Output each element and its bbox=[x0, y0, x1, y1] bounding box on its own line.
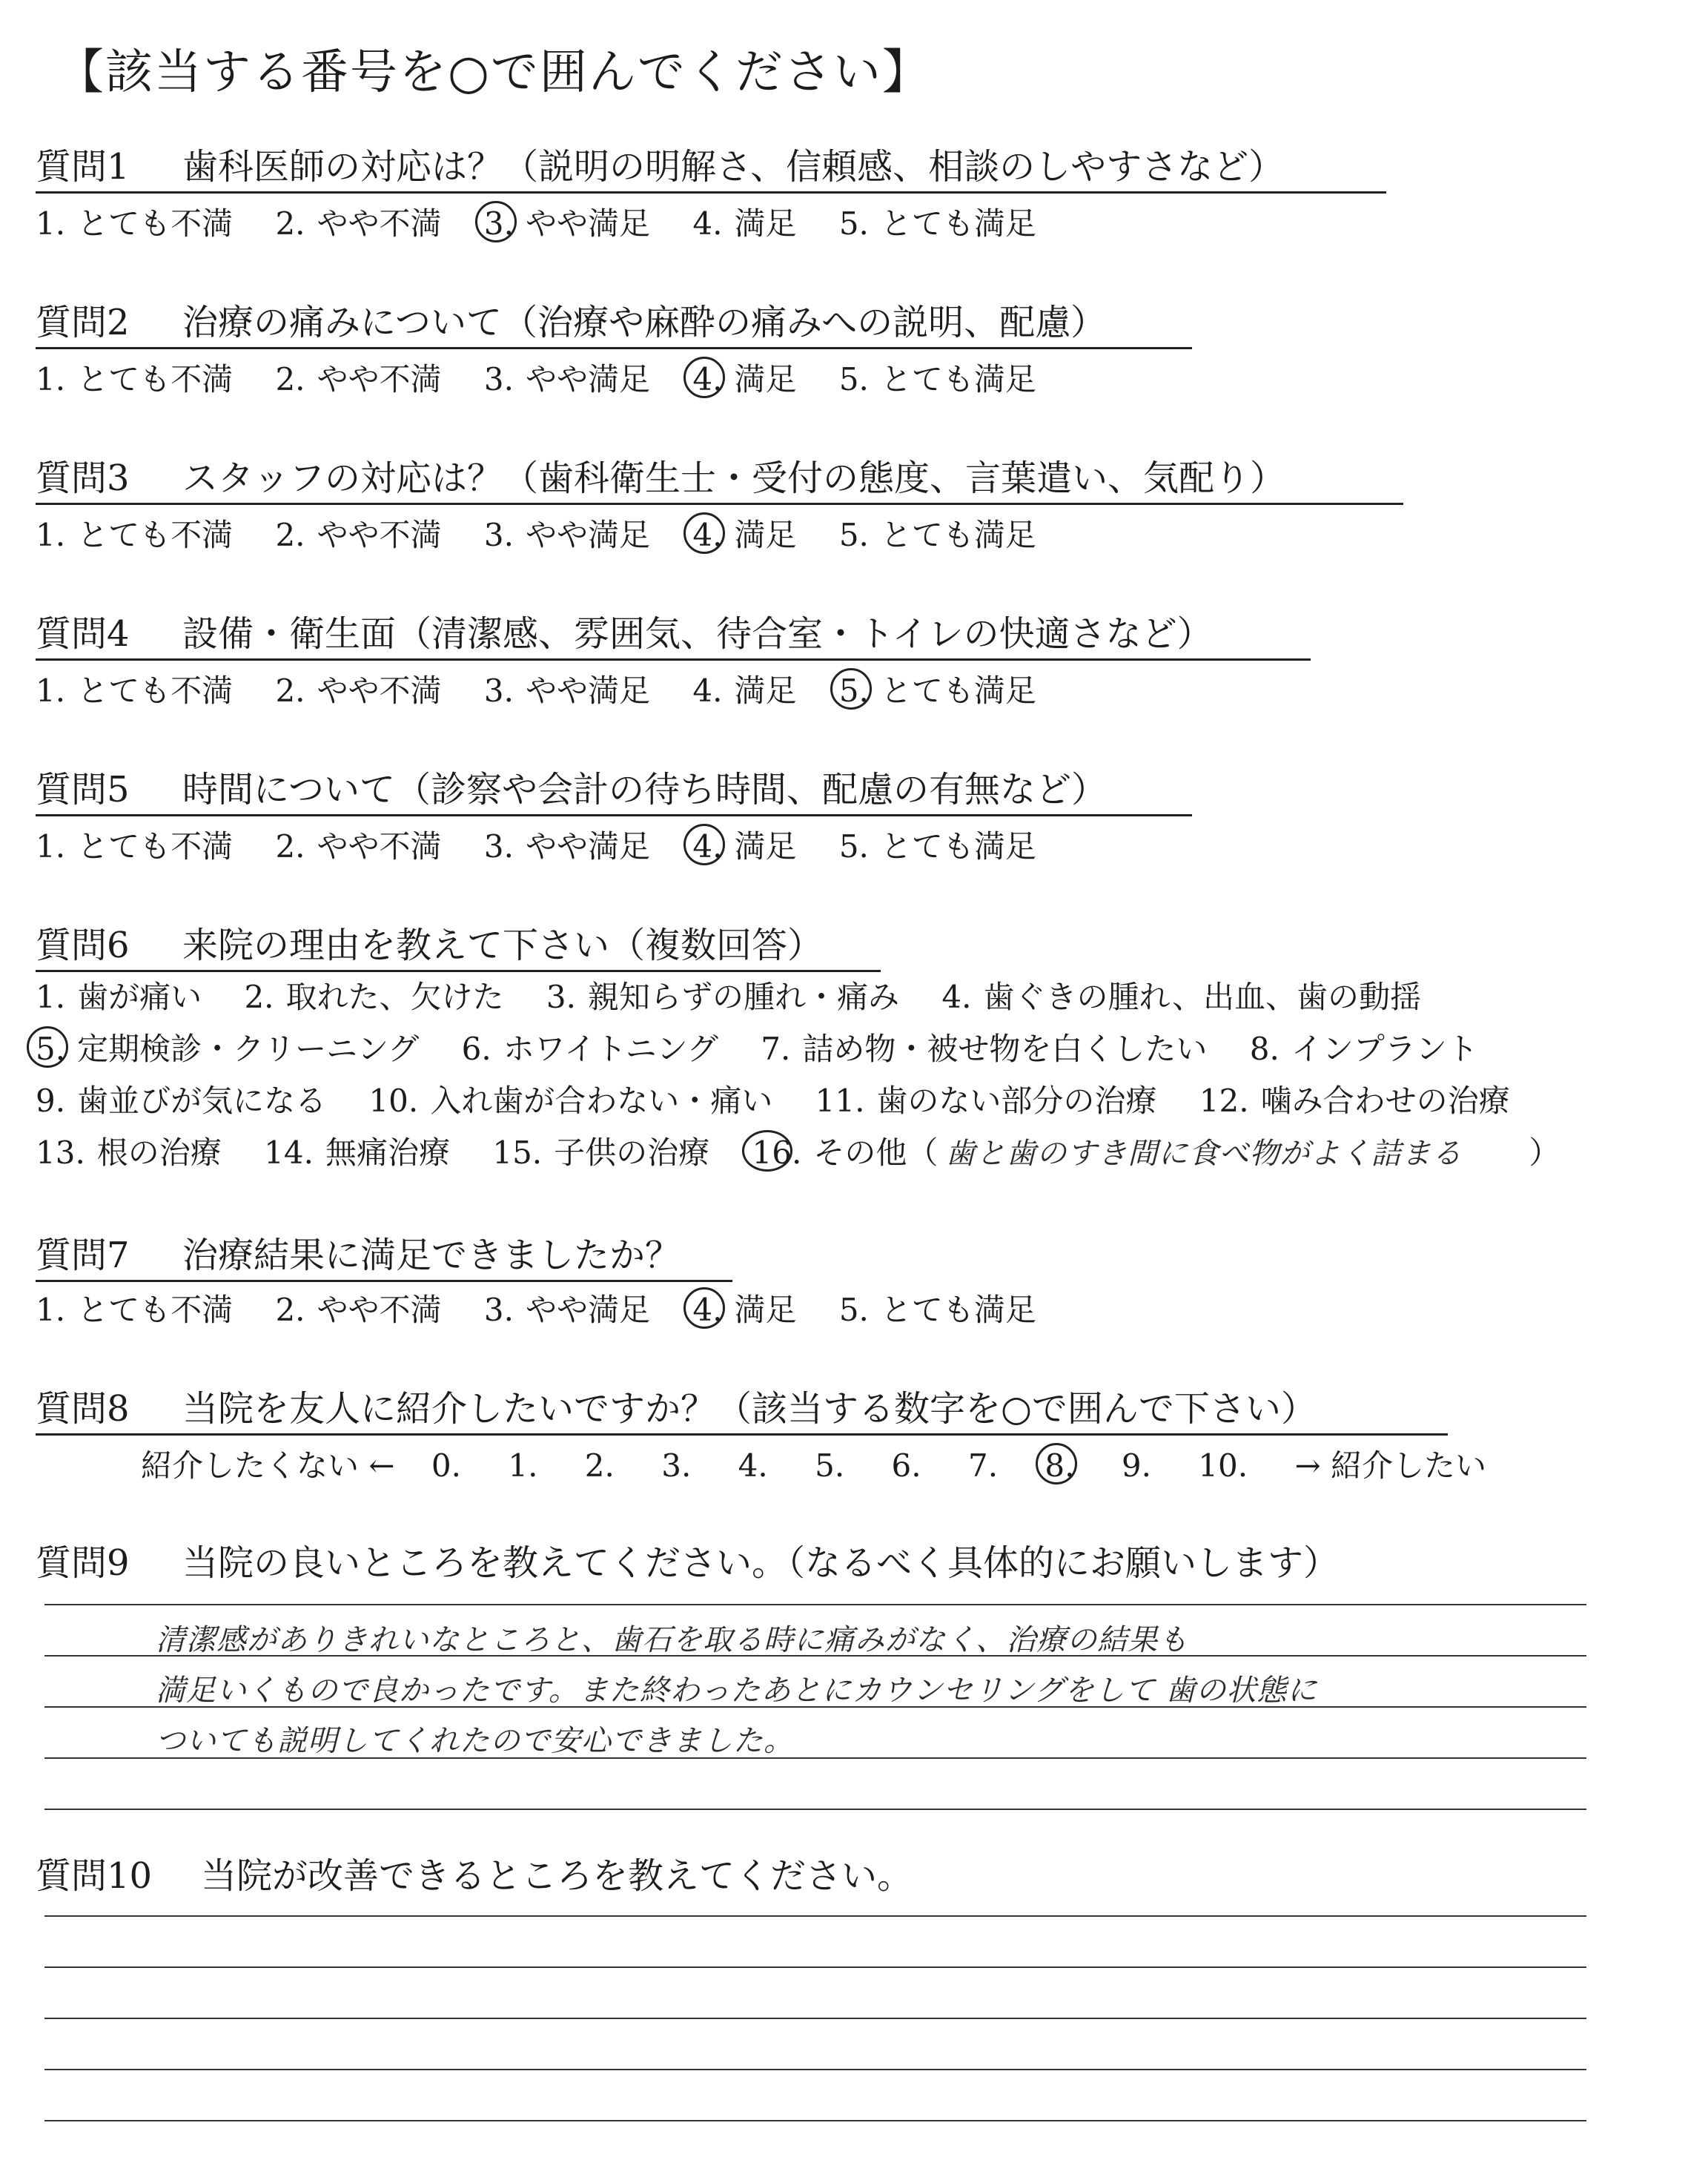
other-close-paren: ） bbox=[1529, 1135, 1560, 1171]
score-6[interactable]: 6. bbox=[891, 1447, 921, 1484]
question-7-heading bbox=[36, 1233, 681, 1278]
option-2[interactable]: 2. やや不満 bbox=[275, 1292, 442, 1328]
selection-circle bbox=[1036, 1443, 1077, 1484]
reasons-row-3 bbox=[36, 1081, 1543, 1121]
option-4-selected[interactable]: 4. 満足 bbox=[692, 360, 796, 400]
question-5-options bbox=[36, 827, 1069, 867]
question-number: 質問6 bbox=[36, 925, 130, 966]
option-1[interactable]: 1. とても不満 bbox=[36, 361, 234, 397]
question-2-underline bbox=[36, 347, 1192, 349]
answer-line bbox=[44, 1915, 1586, 1917]
answer-line bbox=[44, 2069, 1586, 2070]
reason-14[interactable]: 14. 無痛治療 bbox=[264, 1135, 450, 1171]
reason-11[interactable]: 11. 歯のない部分の治療 bbox=[815, 1083, 1157, 1119]
reason-15[interactable]: 15. 子供の治療 bbox=[492, 1135, 710, 1171]
score-0[interactable]: 0. bbox=[431, 1447, 461, 1484]
question-text: 治療の痛みについて（治療や麻酔の痛みへの説明、配慮） bbox=[182, 302, 1107, 343]
question-text: 当院を友人に紹介したいですか？（該当する数字を○で囲んで下さい） bbox=[182, 1388, 1317, 1430]
question-text: 来院の理由を教えて下さい（複数回答） bbox=[182, 925, 824, 966]
option-3[interactable]: 3. やや満足 bbox=[483, 828, 650, 865]
option-3-selected[interactable]: 3. やや満足 bbox=[484, 204, 650, 244]
reason-5-selected[interactable]: 5. 定期検診・クリーニング bbox=[36, 1029, 419, 1069]
question-number: 質問10 bbox=[36, 1855, 153, 1897]
option-4-selected[interactable]: 4. 満足 bbox=[692, 1290, 796, 1330]
option-5[interactable]: 5. とても満足 bbox=[838, 828, 1036, 865]
option-3[interactable]: 3. やや満足 bbox=[483, 361, 650, 397]
question-3-underline bbox=[36, 503, 1403, 505]
reason-12[interactable]: 12. 噛み合わせの治療 bbox=[1199, 1083, 1510, 1119]
answer-line bbox=[44, 1604, 1586, 1605]
question-8-underline bbox=[36, 1433, 1448, 1436]
question-1-options bbox=[36, 204, 1069, 244]
other-reason-handwritten: 歯と歯のすき間に食べ物がよく詰まる bbox=[945, 1137, 1463, 1171]
reason-10[interactable]: 10. 入れ歯が合わない・痛い bbox=[368, 1083, 773, 1119]
question-number: 質問8 bbox=[36, 1388, 130, 1430]
option-3[interactable]: 3. やや満足 bbox=[483, 1292, 650, 1328]
recommend-right-label: → 紹介したい bbox=[1294, 1447, 1486, 1484]
option-1[interactable]: 1. とても不満 bbox=[36, 673, 234, 709]
option-5[interactable]: 5. とても満足 bbox=[838, 361, 1036, 397]
score-10[interactable]: 10. bbox=[1198, 1447, 1248, 1484]
option-4[interactable]: 4. 満足 bbox=[692, 673, 797, 709]
question-3-options bbox=[36, 515, 1069, 555]
q9-handwritten-line-3: ついても説明してくれたので安心できました。 bbox=[156, 1724, 794, 1758]
question-5-heading bbox=[36, 767, 1107, 812]
option-2[interactable]: 2. やや不満 bbox=[275, 361, 442, 397]
reason-2[interactable]: 2. 取れた、欠けた bbox=[244, 979, 504, 1015]
option-1[interactable]: 1. とても不満 bbox=[36, 205, 234, 242]
score-7[interactable]: 7. bbox=[967, 1447, 999, 1484]
reasons-row-4 bbox=[36, 1133, 1560, 1174]
option-3[interactable]: 3. やや満足 bbox=[483, 673, 650, 709]
question-5-underline bbox=[36, 814, 1192, 816]
question-text: 当院の良いところを教えてください。（なるべく具体的にお願いします） bbox=[182, 1542, 1340, 1584]
question-number: 質問5 bbox=[36, 769, 130, 810]
question-2-heading bbox=[36, 300, 1106, 345]
question-number: 質問3 bbox=[36, 458, 130, 499]
question-10-heading bbox=[36, 1854, 913, 1898]
option-2[interactable]: 2. やや不満 bbox=[275, 205, 442, 242]
score-3[interactable]: 3. bbox=[661, 1447, 692, 1484]
answer-line bbox=[44, 1809, 1586, 1810]
option-3[interactable]: 3. やや満足 bbox=[483, 517, 650, 553]
question-6-underline bbox=[36, 970, 881, 972]
question-number: 質問2 bbox=[36, 302, 130, 343]
score-4[interactable]: 4. bbox=[738, 1447, 768, 1484]
recommend-left-label: 紹介したくない ← bbox=[141, 1447, 395, 1484]
option-1[interactable]: 1. とても不満 bbox=[36, 828, 234, 865]
reason-7[interactable]: 7. 詰め物・被せ物を白くしたい bbox=[761, 1031, 1208, 1067]
option-1[interactable]: 1. とても不満 bbox=[36, 517, 234, 553]
option-5-selected[interactable]: 5. とても満足 bbox=[839, 671, 1036, 711]
question-1-heading bbox=[36, 145, 1284, 189]
q9-handwritten-line-1: 清潔感がありきれいなところと、歯石を取る時に痛みがなく、治療の結果も bbox=[156, 1623, 1189, 1657]
q9-handwritten-line-2: 満足いくもので良かったです。また終わったあとにカウンセリングをして 歯の状態に bbox=[156, 1674, 1318, 1708]
reason-1[interactable]: 1. 歯が痛い bbox=[36, 979, 202, 1015]
option-2[interactable]: 2. やや不満 bbox=[275, 517, 442, 553]
answer-line bbox=[44, 2018, 1586, 2019]
score-1[interactable]: 1. bbox=[508, 1447, 538, 1484]
question-3-heading bbox=[36, 456, 1285, 501]
question-number: 質問4 bbox=[36, 613, 130, 655]
option-2[interactable]: 2. やや不満 bbox=[275, 828, 442, 865]
reasons-row-2 bbox=[36, 1029, 1511, 1069]
option-5[interactable]: 5. とても満足 bbox=[838, 517, 1036, 553]
reasons-row-1 bbox=[36, 977, 1454, 1017]
option-5[interactable]: 5. とても満足 bbox=[838, 1292, 1036, 1328]
option-4[interactable]: 4. 満足 bbox=[692, 205, 797, 242]
reason-6[interactable]: 6. ホワイトニング bbox=[461, 1031, 718, 1067]
question-text: スタッフの対応は？（歯科衛生士・受付の態度、言葉遣い、気配り） bbox=[182, 458, 1286, 499]
reason-13[interactable]: 13. 根の治療 bbox=[36, 1135, 222, 1171]
recommend-scale bbox=[141, 1446, 1486, 1486]
score-5[interactable]: 5. bbox=[815, 1447, 845, 1484]
question-8-heading bbox=[36, 1387, 1317, 1431]
question-4-underline bbox=[36, 658, 1311, 661]
question-1-underline bbox=[36, 191, 1386, 194]
answer-line bbox=[44, 1966, 1586, 1968]
option-4-selected[interactable]: 4. 満足 bbox=[692, 515, 796, 555]
answer-line bbox=[44, 2120, 1586, 2121]
score-8-selected[interactable]: 8. bbox=[1045, 1446, 1074, 1486]
page-title: 【該当する番号を○で囲んでください】 bbox=[56, 45, 931, 100]
reason-8[interactable]: 8. インプラント bbox=[1249, 1031, 1478, 1067]
score-2[interactable]: 2. bbox=[584, 1447, 615, 1484]
reason-9[interactable]: 9. 歯並びが気になる bbox=[36, 1083, 327, 1119]
question-number: 質問7 bbox=[36, 1235, 130, 1276]
option-1[interactable]: 1. とても不満 bbox=[36, 1292, 234, 1328]
question-4-options bbox=[36, 671, 1069, 711]
question-text: 当院が改善できるところを教えてください。 bbox=[201, 1855, 913, 1897]
question-6-heading bbox=[36, 923, 823, 968]
question-9-heading bbox=[36, 1541, 1339, 1585]
reason-16-selected[interactable]: 16. その他（ bbox=[752, 1133, 939, 1173]
option-4-selected[interactable]: 4. 満足 bbox=[692, 827, 796, 867]
option-2[interactable]: 2. やや不満 bbox=[275, 673, 442, 709]
question-number: 質問1 bbox=[36, 146, 130, 188]
reason-4[interactable]: 4. 歯ぐきの腫れ、出血、歯の動揺 bbox=[941, 979, 1421, 1015]
question-text: 設備・衛生面（清潔感、雰囲気、待合室・トイレの快適さなど） bbox=[182, 613, 1213, 655]
score-9[interactable]: 9. bbox=[1121, 1447, 1151, 1484]
question-text: 歯科医師の対応は？（説明の明解さ、信頼感、相談のしやすさなど） bbox=[182, 146, 1285, 188]
question-text: 時間について（診察や会計の待ち時間、配慮の有無など） bbox=[182, 769, 1108, 810]
option-5[interactable]: 5. とても満足 bbox=[838, 205, 1036, 242]
question-7-options bbox=[36, 1290, 1069, 1330]
question-text: 治療結果に満足できましたか？ bbox=[182, 1235, 681, 1276]
question-4-heading bbox=[36, 612, 1213, 656]
question-2-options bbox=[36, 360, 1069, 400]
question-number: 質問9 bbox=[36, 1542, 130, 1584]
question-7-underline bbox=[36, 1280, 732, 1282]
reason-3[interactable]: 3. 親知らずの腫れ・痛み bbox=[546, 979, 899, 1015]
